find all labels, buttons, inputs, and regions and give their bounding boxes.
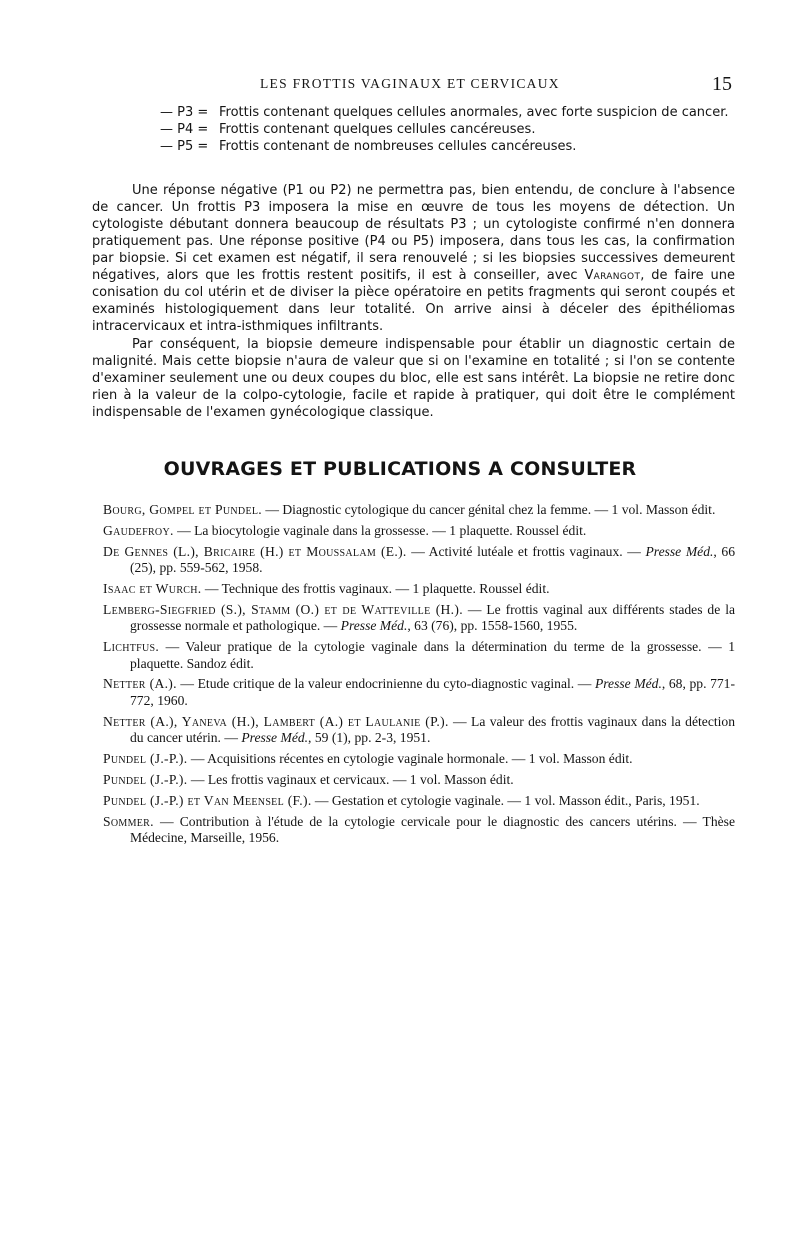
reference-title: — La valeur des frottis vaginaux dans la détection du cancer utérin. —	[130, 713, 736, 746]
reference-title: — Etude critique de la valeur endocrinienne du cyto-diagnostic vaginal. —	[176, 676, 595, 692]
reference-authors: De Gennes (L.), Bricaire (H.) et Moussalam (E.).	[103, 543, 407, 559]
reference-entry	[103, 581, 735, 598]
reference-authors: Pundel (J.-P.).	[103, 751, 188, 767]
reference-title: — Les frottis vaginaux et cervicaux. — 1 vol. Masson édit.	[187, 772, 514, 787]
reference-authors: Netter (A.), Yaneva (H.), Lambert (A.) et Laulanie (P.).	[103, 713, 449, 729]
reference-list	[103, 502, 735, 851]
reference-details: , 59 (1), pp. 2-3, 1951.	[308, 730, 431, 746]
reference-entry	[103, 751, 735, 768]
reference-entry	[103, 502, 735, 519]
reference-authors: Lemberg-Siegfried (S.), Stamm (O.) et de Watteville (H.).	[103, 601, 463, 617]
reference-journal: Presse Méd.	[645, 543, 714, 559]
paragraph: Une réponse négative (P1 ou P2) ne permettra pas, bien entendu, de conclure à l'absence de cancer. Un frottis P3 imposera la mise en œuvre de tous les moyens de détection. Un cytologiste débutant donnera beaucoup de résultats P3 ; un cytologiste confirmé n'en donnera pratiquement pas. Une réponse positive (P4 ou P5) imposera, dans tous les cas, la confirmation par biopsie. Si cet examen est négatif, il sera renouvelé ; si les biopsies successives demeurent négatives, alors que les frottis restent positifs, il est à conseiller, avec Varangot, de faire une conisation du col utérin et de diviser la pièce opératoire en petits fragments qui seront coupés et examinés histologiquement dans leur totalité. On arrive ainsi à déceler des épithéliomas intracervicaux et intra-isthmiques infiltrants.	[92, 183, 735, 334]
classification-item: — P5 = Frottis contenant de nombreuses cellules cancéreuses.	[160, 139, 577, 154]
reference-details: , 63 (76), pp. 1558-1560, 1955.	[407, 618, 578, 634]
reference-details: , 68, pp. 771-772, 1960.	[130, 676, 736, 709]
reference-title: — Contribution à l'étude de la cytologie cervicale pour le diagnostic des cancers utérins. — Thèse Médecine, Marseille, 1956.	[130, 813, 735, 846]
reference-entry	[103, 602, 735, 635]
reference-authors: Gaudefroy.	[103, 522, 174, 538]
running-title: LES FROTTIS VAGINAUX ET CERVICAUX	[260, 76, 560, 91]
reference-entry	[103, 523, 735, 540]
reference-authors: Isaac et Wurch.	[103, 580, 202, 596]
reference-authors: Pundel (J.-P.) et Van Meensel (F.).	[103, 792, 312, 808]
reference-authors: Lichtfus.	[103, 639, 160, 655]
reference-title: — La biocytologie vaginale dans la grossesse. — 1 plaquette. Roussel édit.	[173, 522, 587, 538]
body-text	[92, 182, 735, 421]
reference-entry	[103, 714, 735, 747]
reference-authors: Sommer.	[103, 813, 154, 829]
classification-item: — P3 = Frottis contenant quelques cellules anormales, avec forte suspicion de cancer.	[160, 105, 729, 120]
reference-entry	[103, 639, 735, 672]
paragraph: Par conséquent, la biopsie demeure indispensable pour établir un diagnostic certain de malignité. Mais cette biopsie n'aura de valeur que si on l'examine en totalité ; si l'on se contente d'examiner seulement une ou deux coupes du bloc, elle est sans intérêt. La biopsie ne retire donc rien à la valeur de la colpo-cytologie, facile et rapide à pratiquer, qui doit être le complément indispensable de l'examen gynécologique classique.	[92, 337, 735, 420]
reference-entry	[103, 544, 735, 577]
reference-journal: Presse Méd.	[340, 618, 408, 634]
reference-authors: Pundel (J.-P.).	[103, 772, 188, 787]
reference-title: — Valeur pratique de la cytologie vaginale dans la détermination du terme de la grossesse. — 1 plaquette. Sandoz édit.	[130, 639, 735, 671]
page-number: 15	[712, 73, 732, 95]
reference-title: — Acquisitions récentes en cytologie vaginale hormonale. — 1 vol. Masson édit.	[187, 751, 633, 767]
reference-details: , 66 (25), pp. 559-562, 1958.	[130, 543, 735, 576]
classification-list	[140, 104, 735, 155]
reference-entry	[103, 676, 735, 709]
author-name: Varangot	[584, 268, 641, 283]
reference-authors: Bourg, Gompel et Pundel.	[103, 502, 262, 517]
page-header	[132, 73, 732, 98]
reference-entry	[103, 814, 735, 847]
reference-title: — Le frottis vaginal aux différents stades de la grossesse normale et pathologique. —	[130, 601, 735, 634]
reference-title: — Diagnostic cytologique du cancer génital chez la femme. — 1 vol. Masson édit.	[261, 502, 716, 517]
classification-item: — P4 = Frottis contenant quelques cellules cancéreuses.	[160, 122, 536, 137]
section-title: OUVRAGES ET PUBLICATIONS A CONSULTER	[163, 458, 637, 480]
reference-authors: Netter (A.).	[103, 676, 177, 692]
reference-entry	[103, 793, 735, 810]
reference-entry	[103, 772, 735, 789]
reference-journal: Presse Méd.	[241, 730, 309, 746]
reference-title: — Activité lutéale et frottis vaginaux. —	[406, 543, 646, 559]
reference-journal: Presse Méd.	[594, 676, 662, 692]
reference-title: — Technique des frottis vaginaux. — 1 plaquette. Roussel édit.	[201, 580, 550, 596]
reference-title: — Gestation et cytologie vaginale. — 1 vol. Masson édit., Paris, 1951.	[311, 792, 700, 808]
